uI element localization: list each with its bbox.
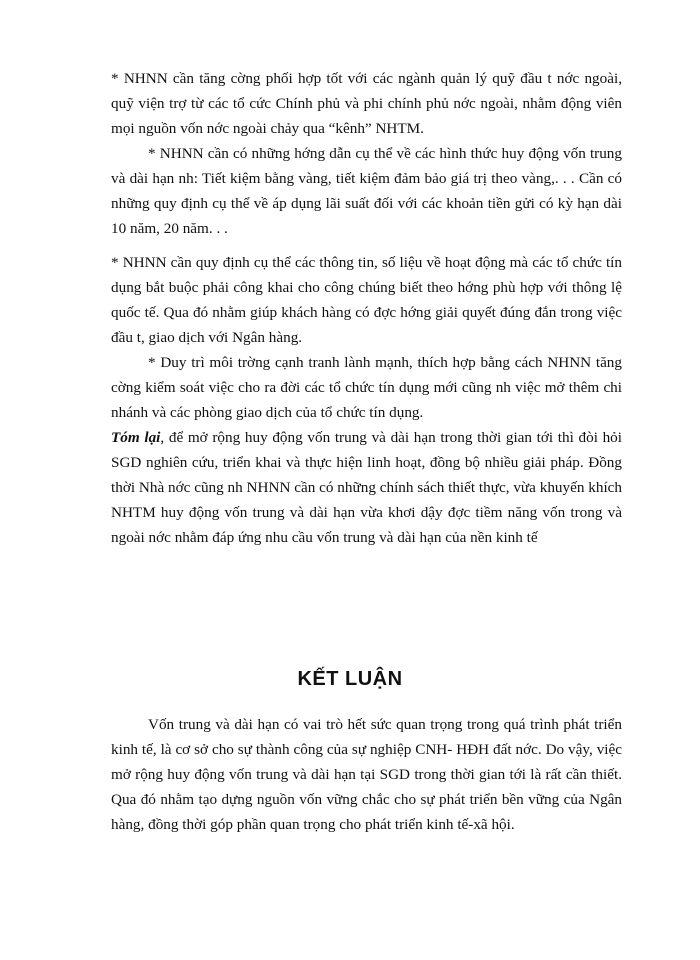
summary-text: , để mở rộng huy động vốn trung và dài hạn trong thời gian tới thì đòi hỏi SGD nghiên cứu, triển khai và thực hiện linh hoạt, đồng bộ nhiều giải pháp. Đồng thời Nhà nớc cũng nh NHNN cần có những chính sách thiết thực, vừa khuyến khích NHTM huy động vốn trung và dài hạn vừa khơi dậy đợc tiềm năng vốn trong và ngoài nớc nhằm đáp ứng nhu cầu vốn trung và dài hạn của nền kinh tế	[111, 429, 622, 546]
paragraph-foreign-capital: * NHNN cần tăng cờng phối hợp tốt với các ngành quản lý quỹ đầu t nớc ngoài, quỹ viện trợ từ các tổ cức Chính phủ và phi chính phủ nớc ngoài, nhằm động viên mọi nguồn vốn nớc ngoài chảy qua “kênh” NHTM.	[111, 70, 622, 137]
paragraph-conclusion: Vốn trung và dài hạn có vai trò hết sức quan trọng trong quá trình phát triển kinh tế, là cơ sở cho sự thành công của sự nghiệp CNH- HĐH đất nớc. Do vậy, việc mở rộng huy động vốn trung và dài hạn tại SGD trong thời gian tới là rất cần thiết. Qua đó nhằm tạo dựng nguồn vốn vững chắc cho sự phát triển bền vững của Ngân hàng, đồng thời góp phần quan trọng cho phát triển kinh tế-xã hội.	[111, 716, 622, 833]
paragraph-deposit-guidance: * NHNN cần có những hớng dẫn cụ thể về các hình thức huy động vốn trung và dài hạn nh: Tiết kiệm bằng vàng, tiết kiệm đảm bảo giá trị theo vàng,. . . Cần có những quy định cụ thể về áp dụng lãi suất đối với các khoản tiền gửi có kỳ hạn dài 10 năm, 20 năm. . .	[111, 145, 622, 237]
paragraph-competition: * Duy trì môi trờng cạnh tranh lành mạnh, thích hợp bằng cách NHNN tăng cờng kiểm soát việc cho ra đời các tổ chức tín dụng mới cũng nh việc mở thêm chi nhánh và các phòng giao dịch của tổ chức tín dụng.	[111, 354, 622, 421]
section-heading: KẾT LUẬN	[297, 668, 403, 690]
body-text	[111, 66, 622, 550]
summary-lead: Tóm lại	[111, 429, 161, 446]
conclusion-section	[111, 712, 622, 837]
paragraph-summary	[111, 425, 622, 550]
paragraph-disclosure: * NHNN cần quy định cụ thể các thông tin, số liệu về hoạt động mà các tổ chức tín dụng bắt buộc phải công khai cho công chúng biết theo hớng phù hợp với thông lệ quốc tế. Qua đó nhằm giúp khách hàng có đợc hớng giải quyết đúng đắn trong việc đầu t, giao dịch với Ngân hàng.	[111, 254, 622, 346]
